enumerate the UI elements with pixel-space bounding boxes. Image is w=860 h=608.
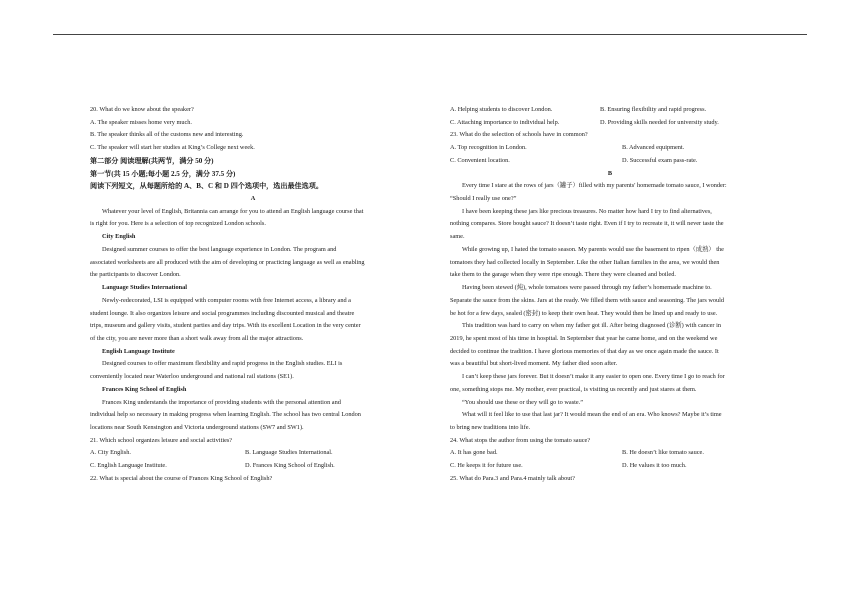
school-heading-frances-king: Frances King School of English xyxy=(102,385,187,393)
passage-a-intro-line: Whatever your level of English, Britannia can arrange for you to attend an English language course that xyxy=(102,207,364,215)
frances-king-text: individual help so necessary in making progress when learning English. The school has two central London xyxy=(90,411,361,419)
school-heading-city-english: City English xyxy=(102,233,136,241)
q23-option-a: A. Top recognition in London. xyxy=(450,144,527,152)
question-24: 24. What stops the author from using the tomato sauce? xyxy=(450,436,591,444)
right-column xyxy=(450,104,770,486)
passage-b-paragraph-line: 2019, he spent most of his time in hospital. In September that year he came home, and on the weekend we xyxy=(450,334,718,342)
q24-option-b: B. He doesn’t like tomato sauce. xyxy=(622,449,704,457)
frances-king-text: Frances King understands the importance of providing students with the personal attention and xyxy=(102,398,341,406)
question-21: 21. Which school organizes leisure and social activities? xyxy=(90,436,233,444)
q24-options-row xyxy=(450,460,770,473)
q22-option-b: B. Ensuring flexibility and rapid progress. xyxy=(600,106,707,113)
q21-option-d: D. Frances King School of English. xyxy=(245,462,335,470)
passage-b-paragraph-line: While growing up, I hated the tomato season. My parents would use the basement to ripen（成熟） the xyxy=(462,245,724,253)
q23-option-c: C. Convenient location. xyxy=(450,156,510,164)
city-english-text: the participants to discover London. xyxy=(90,271,181,279)
passage-b-paragraph-line: be hot for a few days, sealed (密封) to keep their own heat. They would then be lined up and ready to use. xyxy=(450,309,718,317)
passage-b-paragraph-line: Separate the sauce from the skins. Jars at the ready. We filled them with sauce and seasoning. The jars would xyxy=(450,296,725,304)
passage-a-title: A xyxy=(250,195,256,203)
q22-option-a: A. Helping students to discover London. xyxy=(450,106,553,113)
question-22: 22. What is special about the course of Frances King School of English? xyxy=(90,474,273,482)
q20-option-b: B. The speaker thinks all of the customs new and interesting. xyxy=(90,131,244,139)
q23-option-b: B. Advanced equipment. xyxy=(622,144,685,152)
passage-a-intro-line: is right for you. Here is a selection of top recognized London schools. xyxy=(90,220,266,228)
left-column xyxy=(90,104,416,486)
passage-b-paragraph-line: decided to continue the tradition. I have glorious memories of that day as we once again made the sauce. It xyxy=(450,347,719,355)
eli-text: conveniently located near Waterloo underground and national rail stations (SE1). xyxy=(90,373,294,381)
q22-option-c: C. Attaching importance to individual help. xyxy=(450,118,560,126)
school-heading-eli: English Language Institute xyxy=(102,347,175,355)
school-heading-lsi: Language Studies International xyxy=(102,284,188,292)
q22-options-row xyxy=(450,117,770,130)
q21-option-a: A. City English. xyxy=(90,449,131,457)
question-25: 25. What do Para.3 and Para.4 mainly talk about? xyxy=(450,474,575,482)
eli-text: Designed courses to offer maximum flexibility and rapid progress in the English studies. ELI is xyxy=(102,360,343,368)
q24-option-a: A. It has gone bad. xyxy=(450,449,498,457)
frances-king-text: locations near South Kensington and Victoria underground stations (SW7 and SW1). xyxy=(90,423,304,431)
question-23: 23. What do the selection of schools have in common? xyxy=(450,131,588,139)
passage-b-paragraph-line: I can’t keep these jars forever. But it doesn’t make it any easier to open one. Every time I go to reach for xyxy=(462,373,725,381)
q20-option-c: C. The speaker will start her studies at King’s College next week. xyxy=(90,144,255,152)
question-20: 20. What do we know about the speaker? xyxy=(90,106,194,113)
passage-b-paragraph-line: This tradition was hard to carry on when my father got ill. After being diagnosed (诊断) with cancer in xyxy=(462,322,721,330)
section-part-2-heading: 第二部分 阅读理解(共两节，满分 50 分) xyxy=(90,156,214,165)
passage-b-paragraph-line: Every time I stare at the rows of jars（罐子）filled with my parents' homemade tomato sauce, I wonder: xyxy=(462,182,727,190)
lsi-text: of the city, you are never more than a short walk away from all the major attractions. xyxy=(90,334,304,342)
q24-option-d: D. He values it too much. xyxy=(622,462,687,470)
passage-b-paragraph-line: Having been stewed (炖), whole tomatoes were passed through my father’s homemade machine to. xyxy=(462,284,712,292)
lsi-text: student lounge. It also organizes leisure and social programmes including discounted musical and theatre xyxy=(90,309,355,317)
q24-option-c: C. He keeps it for future use. xyxy=(450,462,523,470)
reading-instruction: 阅读下列短文，从每题所给的 A、B、C 和 D 四个选项中，选出最佳选项。 xyxy=(90,182,323,191)
q20-option-a: A. The speaker misses home very much. xyxy=(90,118,193,126)
passage-b-paragraph-line: nothing compares. Store bought sauce? It doesn’t taste right. Even if I try to recreate it, it will never taste the xyxy=(450,220,724,228)
q21-option-b: B. Language Studies International. xyxy=(245,449,333,457)
q22-option-d: D. Providing skills needed for university study. xyxy=(600,118,719,126)
lsi-text: trips, museum and gallery visits, student parties and day trips. With its excellent Location in the very center xyxy=(90,322,361,330)
section-1-heading: 第一节(共 15 小题;每小题 2.5 分，满分 37.5 分) xyxy=(90,169,236,178)
passage-b-paragraph-line: What will it feel like to use that last jar? It would mean the end of an era. Who knows? Maybe it’s time xyxy=(462,411,722,419)
passage-b-paragraph-line: one, something stops me. My mother, ever practical, is visiting us recently and just stares at them. xyxy=(450,385,697,393)
q23-options-row xyxy=(450,142,770,155)
q24-options-row xyxy=(450,447,770,460)
passage-b-paragraph-line: take them to the garage when they were ripe enough. There they were cleaned and boiled. xyxy=(450,271,676,279)
q23-option-d: D. Successful exam pass-rate. xyxy=(622,156,698,164)
city-english-text: associated worksheets are all produced with the aim of developing or practicing language as well as enabling xyxy=(90,258,365,266)
passage-b-title: B xyxy=(607,169,613,177)
q23-options-row xyxy=(450,155,770,168)
q21-options-row xyxy=(90,460,416,473)
passage-b-paragraph-line: “You should use these or they will go to waste.” xyxy=(462,398,584,406)
q22-options-row xyxy=(450,104,770,117)
passage-b-paragraph-line: to bring new traditions into life. xyxy=(450,423,531,431)
passage-b-paragraph-line: I have been keeping these jars like precious treasures. No matter how hard I try to find alternatives, xyxy=(462,207,712,215)
q21-options-row xyxy=(90,447,416,460)
passage-b-paragraph-line: same. xyxy=(450,233,465,241)
passage-b-paragraph-line: was a beautiful but short-lived moment. My father died soon after. xyxy=(450,360,618,368)
city-english-text: Designed summer courses to offer the best language experience in London. The program and xyxy=(102,245,337,253)
header-rule xyxy=(53,34,807,35)
q21-option-c: C. English Language Institute. xyxy=(90,462,167,470)
passage-b-paragraph-line: tomatoes they had collected locally in September. Like the other Italian families in the area, we would then xyxy=(450,258,720,266)
lsi-text: Newly-redecorated, LSI is equipped with computer rooms with free Internet access, a library and a xyxy=(102,296,351,304)
passage-b-paragraph-line: “Should I really use one?” xyxy=(450,195,517,203)
